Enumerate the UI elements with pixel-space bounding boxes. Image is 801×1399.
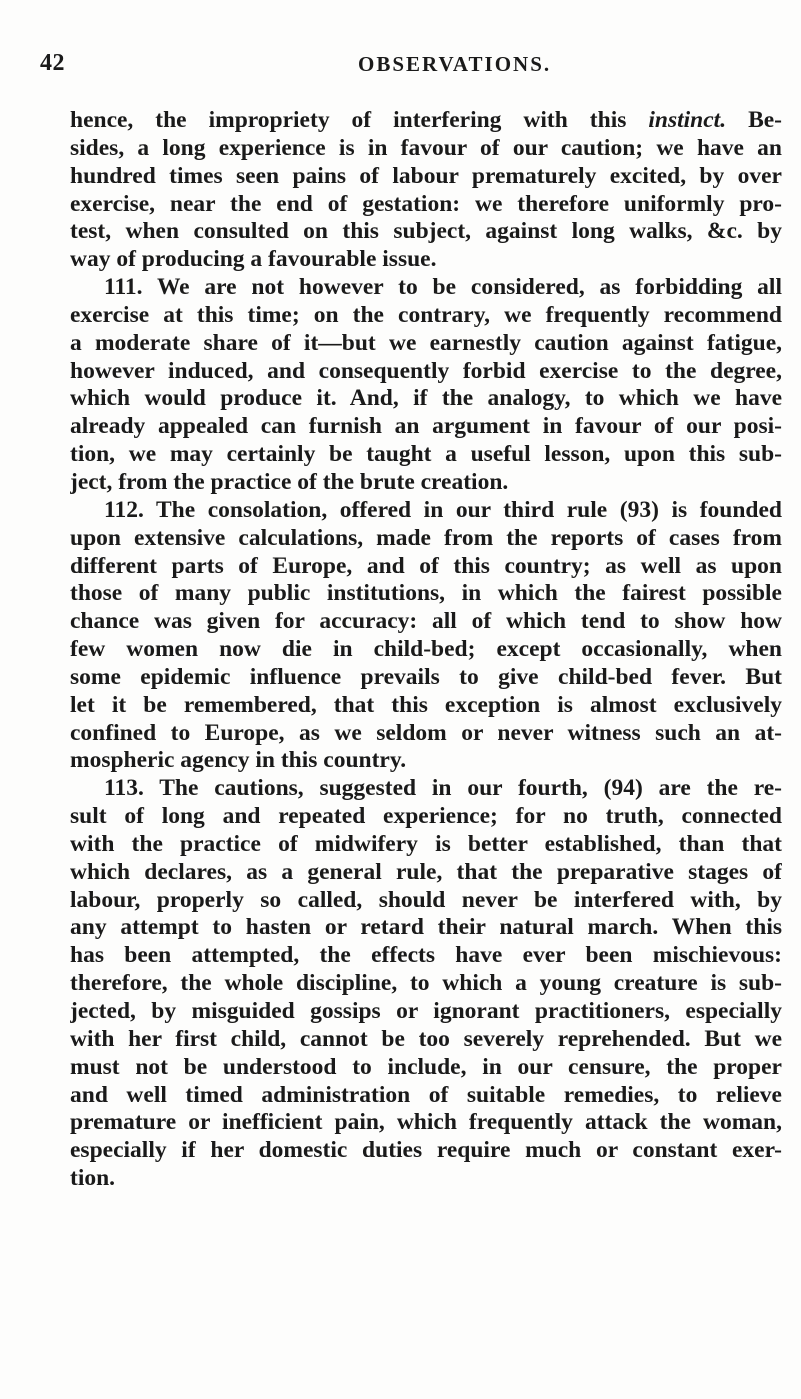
text-line: especially if her domestic duties require much or constant exer- xyxy=(70,1137,782,1164)
text-line: therefore, the whole discipline, to which a young creature is sub- xyxy=(70,970,782,997)
text-line: test, when consulted on this subject, against long walks, &c. by xyxy=(70,218,782,245)
text-line: chance was given for accuracy: all of which tend to show how xyxy=(70,608,782,635)
text-line: labour, properly so called, should never be interfered with, by xyxy=(70,886,782,913)
page-number: 42 xyxy=(40,50,65,76)
text-line: different parts of Europe, and of this country; as well as upon xyxy=(70,552,782,579)
text-line: premature or inefficient pain, which frequently attack the woman, xyxy=(70,1109,782,1136)
text-line: way of producing a favourable issue. xyxy=(70,246,437,273)
text-line: confined to Europe, as we seldom or never witness such an at- xyxy=(70,719,782,746)
body-text xyxy=(70,107,782,1193)
text-line: few women now die in child-bed; except occasionally, when xyxy=(70,636,782,663)
text-line: upon extensive calculations, made from the reports of cases from xyxy=(70,524,782,551)
running-head: OBSERVATIONS. xyxy=(358,52,552,76)
text-line: ject, from the practice of the brute creation. xyxy=(70,468,509,495)
text-line: mospheric agency in this country. xyxy=(70,747,407,774)
text-line: exercise at this time; on the contrary, we frequently recommend xyxy=(70,301,782,328)
text-line: which would produce it. And, if the analogy, to which we have xyxy=(70,385,782,412)
text-line: with the practice of midwifery is better established, than that xyxy=(70,830,782,857)
text-line: let it be remembered, that this exception is almost exclusively xyxy=(70,691,782,718)
text-line: however induced, and consequently forbid exercise to the degree, xyxy=(70,357,782,384)
text-line: some epidemic influence prevails to give child-bed fever. But xyxy=(70,663,782,690)
page-header xyxy=(40,50,780,80)
paragraph-113-start: 113. The cautions, suggested in our fourth, (94) are the re- xyxy=(104,775,782,802)
text-line: those of many public institutions, in which the fairest possible xyxy=(70,580,782,607)
paragraph-111-start: 111. We are not however to be considered, as forbidding all xyxy=(104,274,782,301)
text-line: jected, by misguided gossips or ignorant practitioners, especially xyxy=(70,998,782,1024)
text-line: hundred times seen pains of labour prematurely excited, by over xyxy=(70,162,782,189)
text-line: which declares, as a general rule, that the preparative stages of xyxy=(70,858,782,885)
text-line: any attempt to hasten or retard their natural march. When this xyxy=(70,914,782,941)
text-line: hence, the impropriety of interfering with this instinct. Be- xyxy=(70,107,782,133)
text-line: already appealed can furnish an argument in favour of our posi- xyxy=(70,413,782,440)
text-line: has been attempted, the effects have ever been mischievous: xyxy=(70,942,782,969)
text-line: and well timed administration of suitable remedies, to relieve xyxy=(70,1081,782,1108)
text-line: must not be understood to include, in our censure, the proper xyxy=(70,1053,782,1080)
paragraph-112-start: 112. The consolation, offered in our third rule (93) is founded xyxy=(104,496,782,523)
text-line: with her first child, cannot be too severely reprehended. But we xyxy=(70,1025,782,1052)
text-line: tion. xyxy=(70,1165,116,1192)
text-line: sult of long and repeated experience; for no truth, connected xyxy=(70,803,782,830)
text-line: exercise, near the end of gestation: we therefore uniformly pro- xyxy=(70,190,782,217)
text-line: tion, we may certainly be taught a useful lesson, upon this sub- xyxy=(70,441,782,468)
text-line: sides, a long experience is in favour of our caution; we have an xyxy=(70,134,782,161)
text-line: a moderate share of it—but we earnestly caution against fatigue, xyxy=(70,329,782,356)
